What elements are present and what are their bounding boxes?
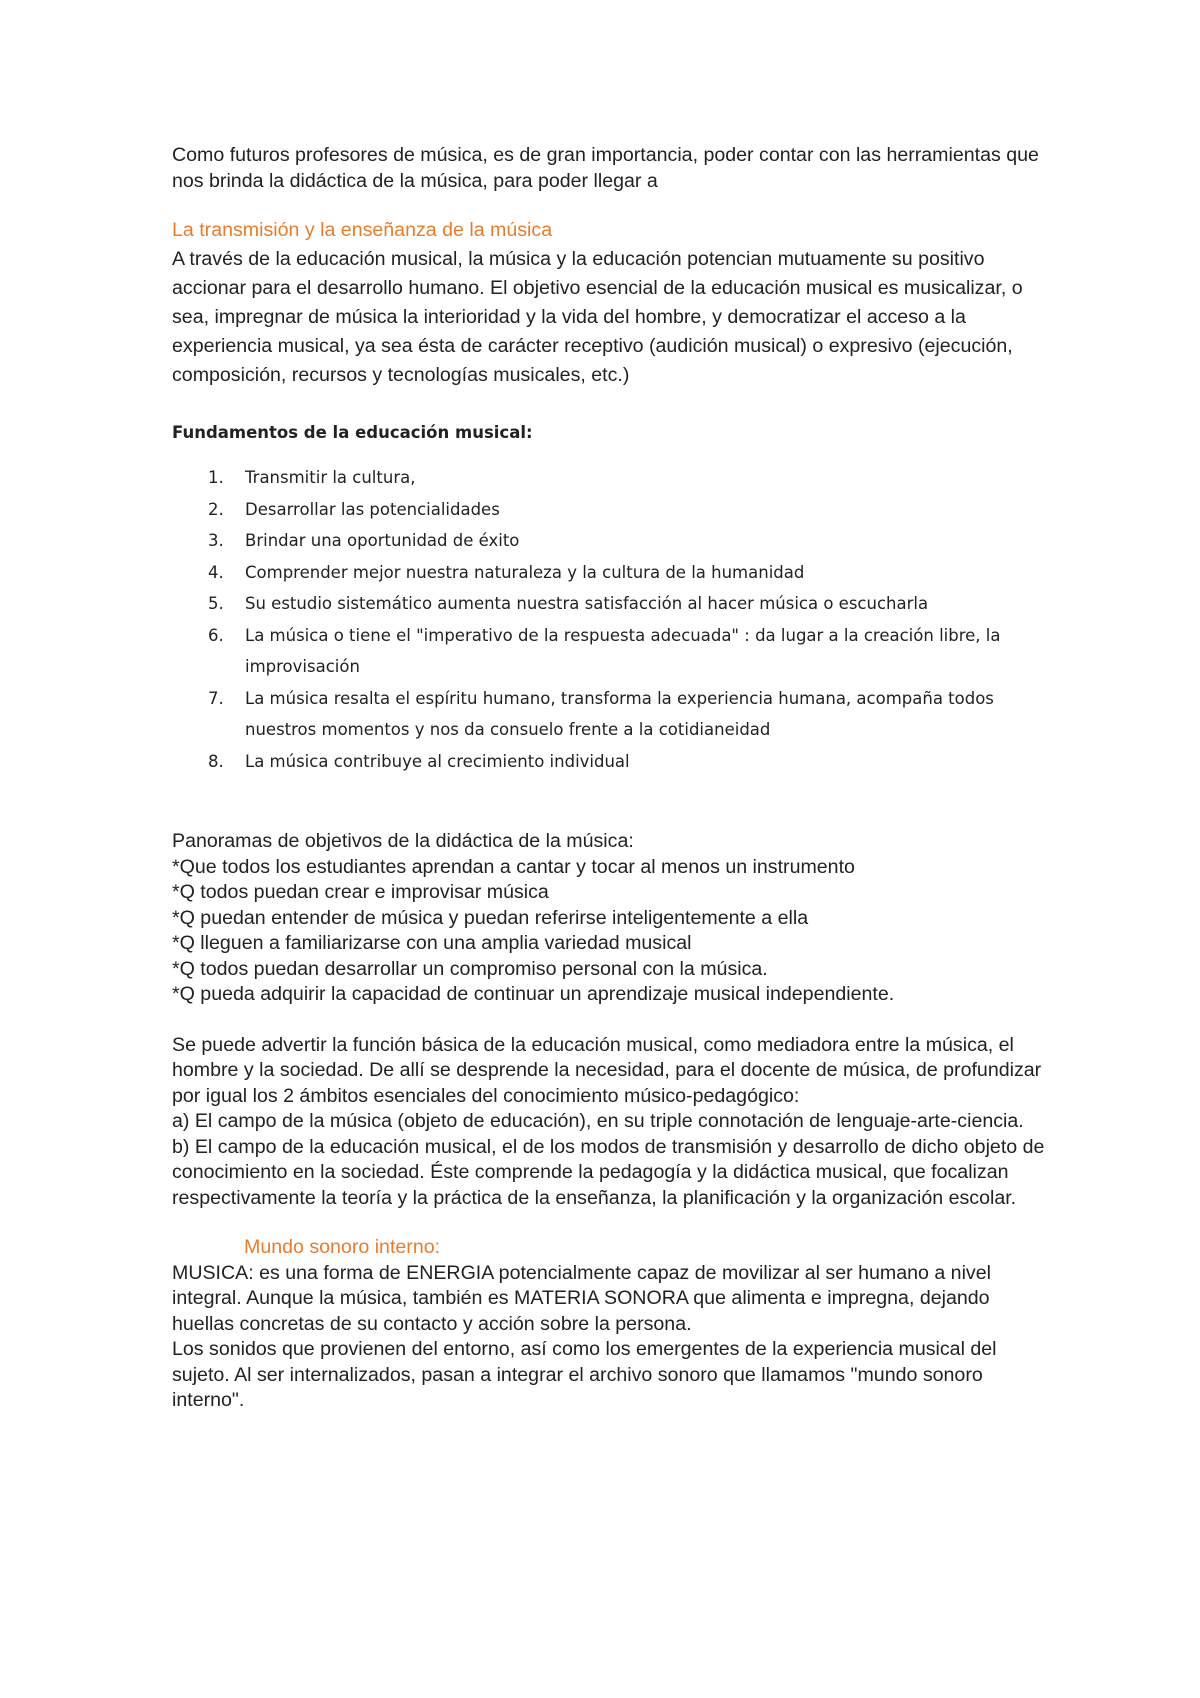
funcion-paragraph: Se puede advertir la función básica de la educación musical, como mediadora entre la música, el hombre y la sociedad. De allí se desprende la necesidad, para el docente de música, de profundizar por igual los 2 ámbitos esenciales del conocimiento músico-pedagógico: — [172, 1033, 1042, 1107]
list-item-text: Comprender mejor nuestra naturaleza y la cultura de la humanidad — [245, 562, 805, 582]
list-item — [172, 746, 1052, 778]
panoramas-block — [172, 829, 1052, 1008]
list-item — [172, 588, 1052, 620]
objetivo-line: *Q todos puedan desarrollar un compromiso personal con la música. — [172, 957, 768, 980]
fundamentos-title: Fundamentos de la educación musical: — [172, 423, 533, 442]
objetivo-line: *Q pueda adquirir la capacidad de continuar un aprendizaje musical independiente. — [172, 983, 895, 1005]
list-number: 5. — [208, 594, 224, 613]
section-heading-mundo-sonoro: Mundo sonoro interno: — [244, 1236, 441, 1258]
document-page — [172, 142, 1052, 1414]
transmision-paragraph: A través de la educación musical, la música y la educación potencian mutuamente su positivo accionar para el desarrollo humano. El objetivo esencial de la educación musical es musicalizar, o sea, impregnar de música la interioridad y la vida del hombre, y democratizar el acceso a la experiencia musical, ya sea ésta de carácter receptivo (audición musical) o expresivo (ejecución, composición, recursos y tecnologías musicales, etc.) — [172, 248, 1023, 386]
section-heading-transmision: La transmisión y la enseñanza de la música — [172, 219, 553, 241]
list-number: 3. — [208, 531, 224, 550]
list-item-text: Su estudio sistemático aumenta nuestra satisfacción al hacer música o escucharla — [245, 594, 929, 613]
list-item-text: Brindar una oportunidad de éxito — [245, 531, 520, 550]
objetivo-line: *Q puedan entender de música y puedan referirse inteligentemente a ella — [172, 906, 809, 929]
panoramas-title: Panoramas de objetivos de la didáctica de la música: — [172, 830, 634, 852]
list-item-text: Desarrollar las potencialidades — [245, 499, 500, 519]
list-item — [172, 683, 1052, 746]
fundamentos-list — [172, 462, 1052, 777]
list-item-text: Transmitir la cultura, — [245, 468, 416, 487]
objetivo-line: *Q lleguen a familiarizarse con una amplia variedad musical — [172, 932, 692, 954]
list-number: 4. — [208, 562, 224, 582]
list-item — [172, 557, 1052, 589]
list-number: 7. — [208, 688, 224, 708]
list-item-text: La música resalta el espíritu humano, transforma la experiencia humana, acompaña todos nuestros momentos y nos da consuelo frente a la cotidianeidad — [245, 688, 994, 739]
funcion-item-a: a) El campo de la música (objeto de educación), en su triple connotación de lenguaje-arte-ciencia. — [172, 1110, 1024, 1132]
list-item — [172, 525, 1052, 557]
funcion-item-b: b) El campo de la educación musical, el de los modos de transmisión y desarrollo de dicho objeto de conocimiento en la sociedad. Éste comprende la pedagogía y la didáctica musical, que focalizan respectivamente la teoría y la práctica de la enseñanza, la planificación y la organización escolar. — [172, 1135, 1045, 1209]
funcion-block — [172, 1033, 1052, 1212]
list-item — [172, 494, 1052, 526]
list-number: 6. — [208, 625, 224, 645]
list-item — [172, 620, 1052, 683]
objetivo-line: *Q todos puedan crear e improvisar música — [172, 881, 549, 903]
list-item-text: La música o tiene el "imperativo de la respuesta adecuada" : da lugar a la creación libre, la improvisación — [245, 625, 1001, 676]
list-number: 2. — [208, 499, 224, 519]
mundo-paragraph-1: MUSICA: es una forma de ENERGIA potencialmente capaz de movilizar al ser humano a nivel integral. Aunque la música, también es MATERIA SONORA que alimenta e impregna, dejando huellas concretas de su contacto y acción sobre la persona. — [172, 1261, 991, 1335]
list-item — [172, 462, 1052, 494]
intro-paragraph: Como futuros profesores de música, es de gran importancia, poder contar con las herramientas que nos brinda la didáctica de la música, para poder llegar a — [172, 144, 1039, 192]
objetivo-line: *Que todos los estudiantes aprendan a cantar y tocar al menos un instrumento — [172, 855, 855, 878]
mundo-paragraph-2: Los sonidos que provienen del entorno, así como los emergentes de la experiencia musical del sujeto. Al ser internalizados, pasan a integrar el archivo sonoro que llamamos "mundo sonoro interno". — [172, 1338, 997, 1411]
list-number: 1. — [208, 468, 224, 487]
list-item-text: La música contribuye al crecimiento individual — [245, 751, 630, 771]
list-number: 8. — [208, 751, 224, 771]
